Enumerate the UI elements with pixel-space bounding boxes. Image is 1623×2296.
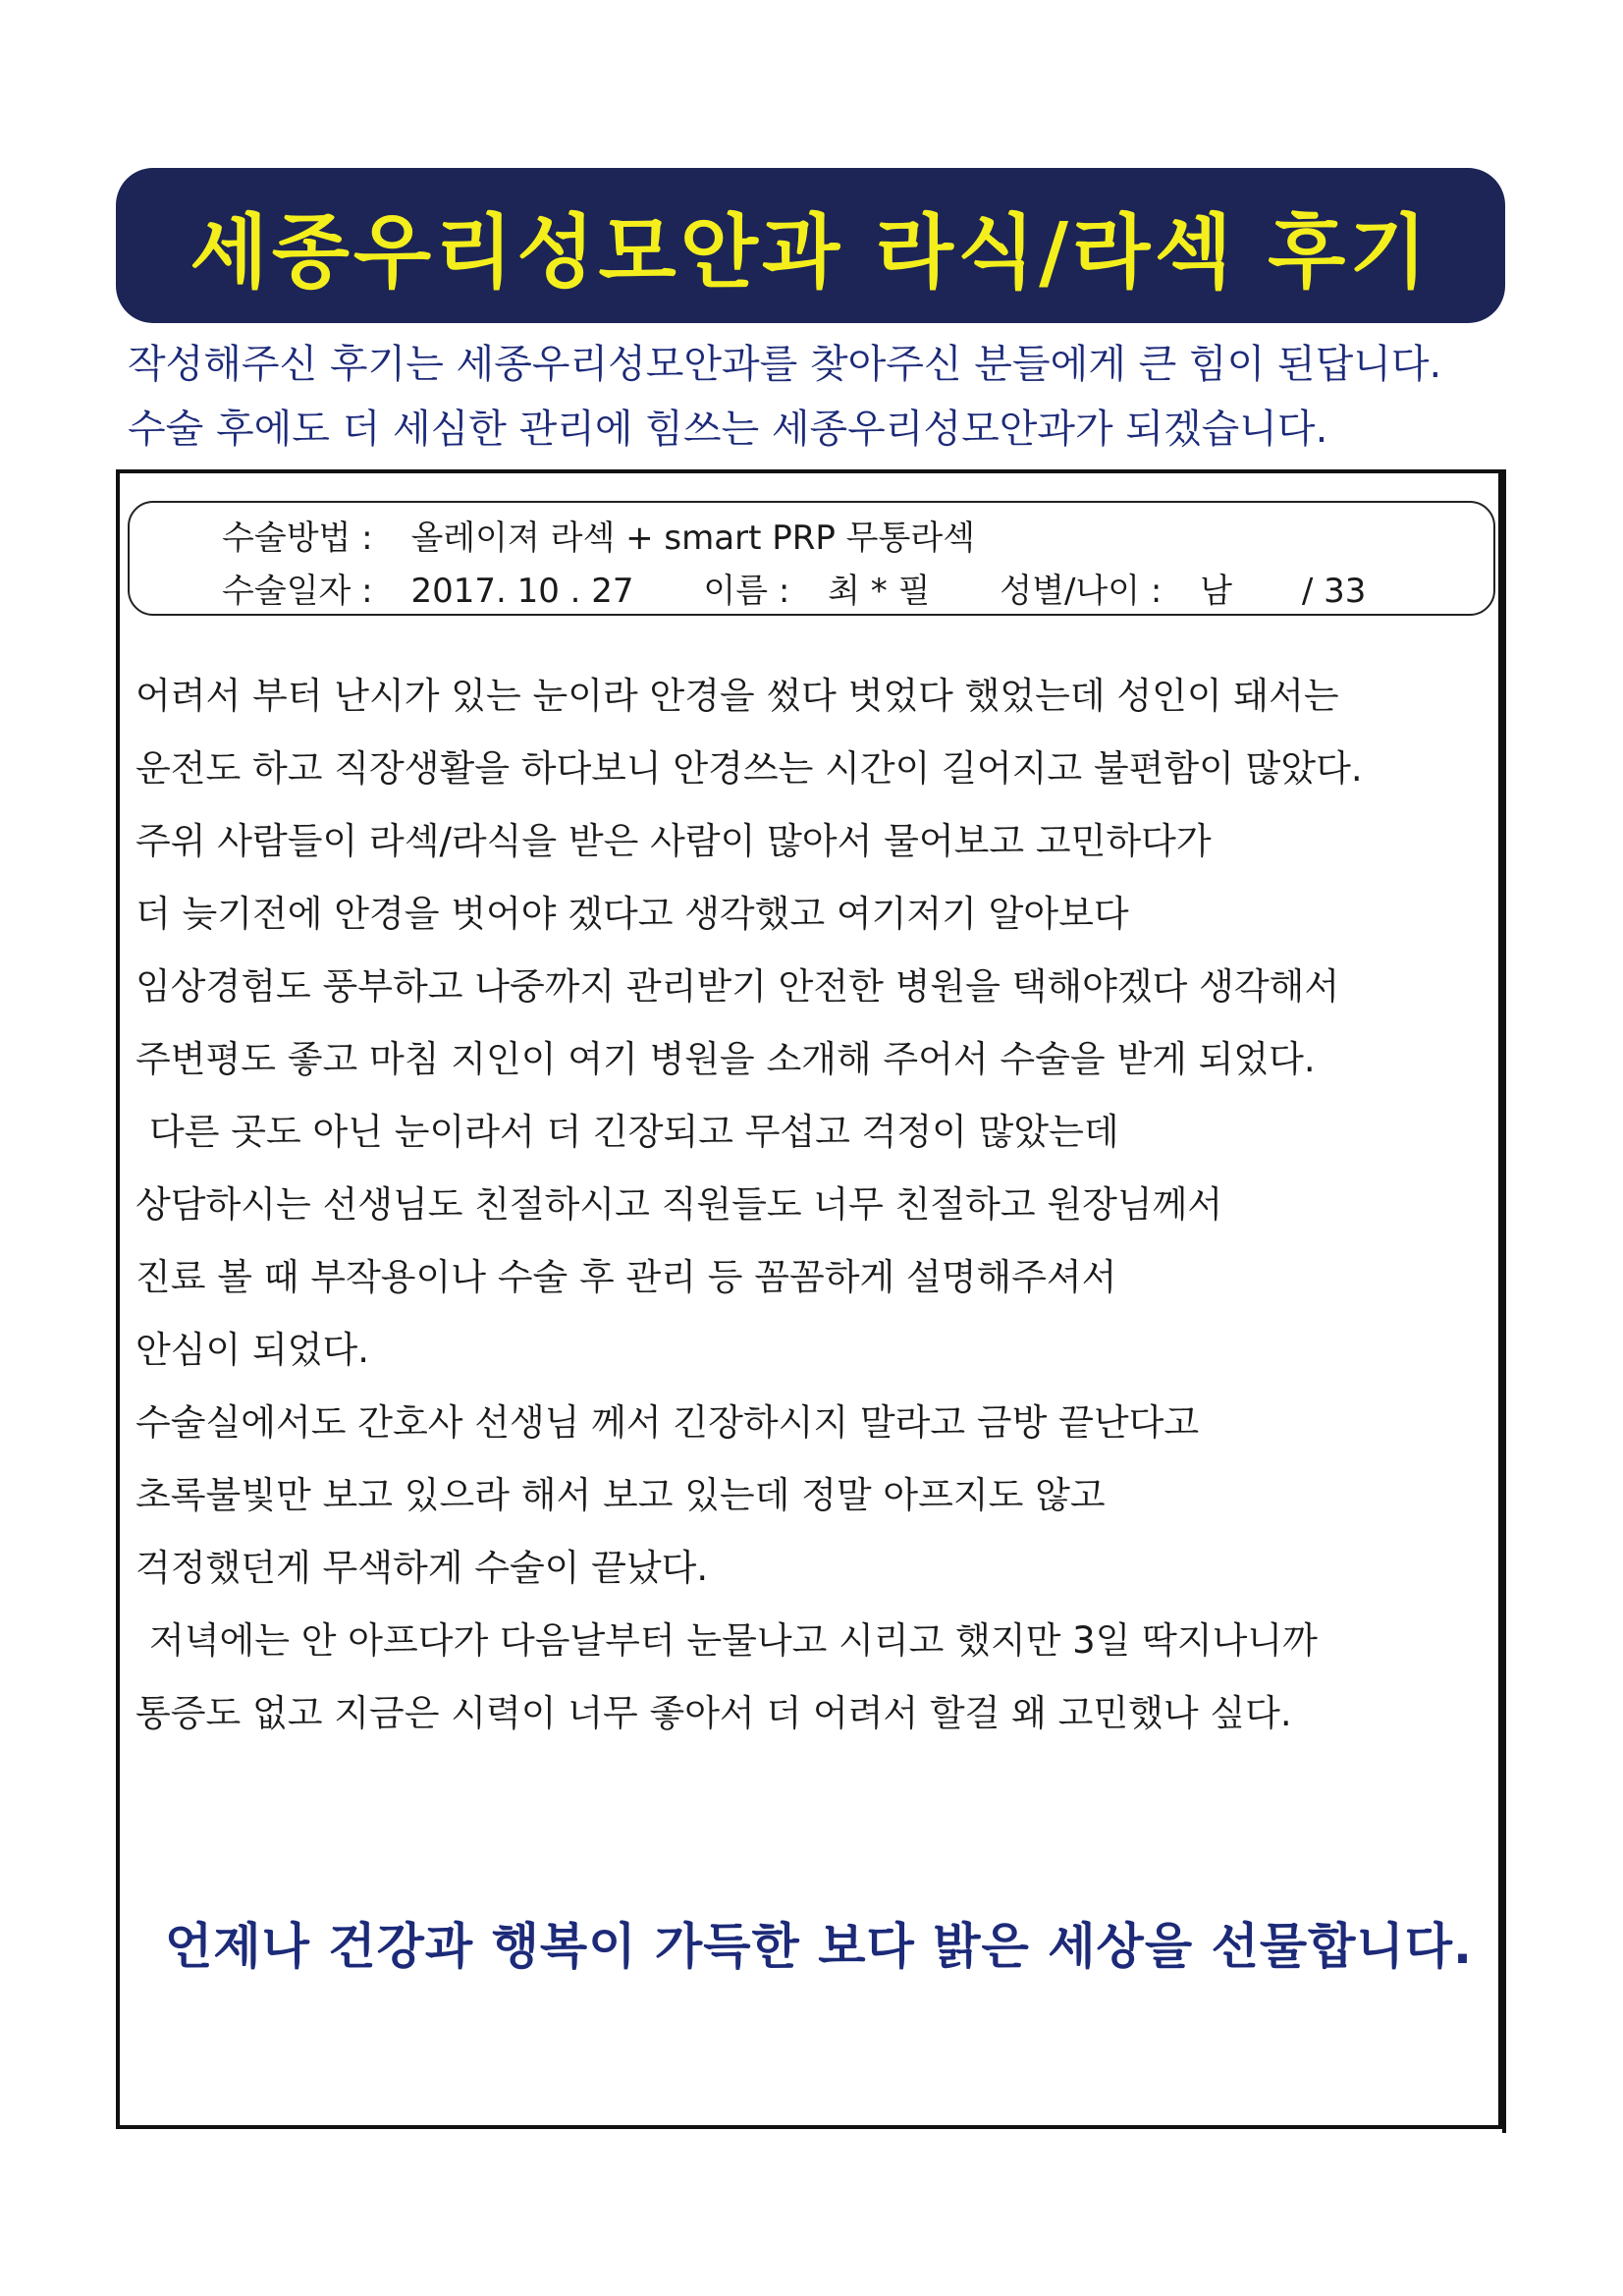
review-line: 초록불빛만 보고 있으라 해서 보고 있는데 정말 아프지도 않고 [135, 1474, 1106, 1516]
review-line: 진료 볼 때 부작용이나 수술 후 관리 등 꼼꼼하게 설명해주셔서 [135, 1256, 1117, 1298]
page-title: 세종우리성모안과 라식/라섹 후기 [189, 205, 1432, 300]
review-line: 주위 사람들이 라섹/라식을 받은 사람이 많아서 물어보고 고민하다가 [135, 820, 1212, 862]
review-body [135, 660, 1510, 1750]
review-line: 걱정했던게 무색하게 수술이 끝났다. [135, 1547, 709, 1589]
intro-line: 수술 후에도 더 세심한 관리에 힘쓰는 세종우리성모안과가 되겠습니다. [128, 407, 1328, 452]
surgery-details-row [222, 564, 1366, 612]
review-line: 임상경험도 풍부하고 나중까지 관리받기 안전한 병원을 택해야겠다 생각해서 [135, 965, 1340, 1008]
review-line: 상담하시는 선생님도 친절하시고 직원들도 너무 친절하고 원장님께서 [135, 1183, 1223, 1226]
title-banner [116, 168, 1505, 323]
surgery-method-row [222, 511, 975, 559]
surgery-method-label: 수술방법 : [222, 519, 373, 558]
patient-name-value: 최 * 필 [828, 572, 931, 611]
review-line: 주변평도 좋고 마침 지인이 여기 병원을 소개해 주어서 수술을 받게 되었다. [135, 1038, 1316, 1080]
closing-slogan: 언제나 건강과 행복이 가득한 보다 밝은 세상을 선물합니다. [165, 1918, 1474, 1975]
surgery-info-box [128, 501, 1495, 616]
review-line: 더 늦기전에 안경을 벗어야 겠다고 생각했고 여기저기 알아보다 [135, 893, 1129, 935]
patient-gender-value: 남 [1200, 572, 1233, 611]
intro-line: 작성해주신 후기는 세종우리성모안과를 찾아주신 분들에게 큰 힘이 된답니다. [128, 342, 1442, 387]
surgery-date-label: 수술일자 : [222, 572, 373, 611]
review-line: 운전도 하고 직장생활을 하다보니 안경쓰는 시간이 길어지고 불편함이 많았다. [135, 747, 1363, 790]
review-line: 수술실에서도 간호사 선생님 께서 긴장하시지 말라고 금방 끝난다고 [135, 1401, 1200, 1444]
surgery-method-value: 올레이져 라섹 + smart PRP 무통라섹 [410, 519, 976, 558]
gender-age-label: 성별/나이 : [1000, 572, 1163, 611]
intro-message [128, 332, 1522, 462]
review-line: 통증도 없고 지금은 시력이 너무 좋아서 더 어려서 할걸 왜 고민했나 싶다. [135, 1692, 1292, 1734]
review-line: 저녁에는 안 아프다가 다음날부터 눈물나고 시리고 했지만 3일 딱지나니까 [149, 1619, 1318, 1662]
review-line: 다른 곳도 아닌 눈이라서 더 긴장되고 무섭고 걱정이 많았는데 [149, 1111, 1119, 1153]
surgery-date-value: 2017. 10 . 27 [410, 572, 634, 611]
patient-age-value: / 33 [1301, 572, 1367, 611]
review-line: 어려서 부터 난시가 있는 눈이라 안경을 썼다 벗었다 했었는데 성인이 돼서는 [135, 675, 1339, 717]
patient-name-label: 이름 : [703, 572, 790, 611]
review-line: 안심이 되었다. [135, 1329, 369, 1371]
